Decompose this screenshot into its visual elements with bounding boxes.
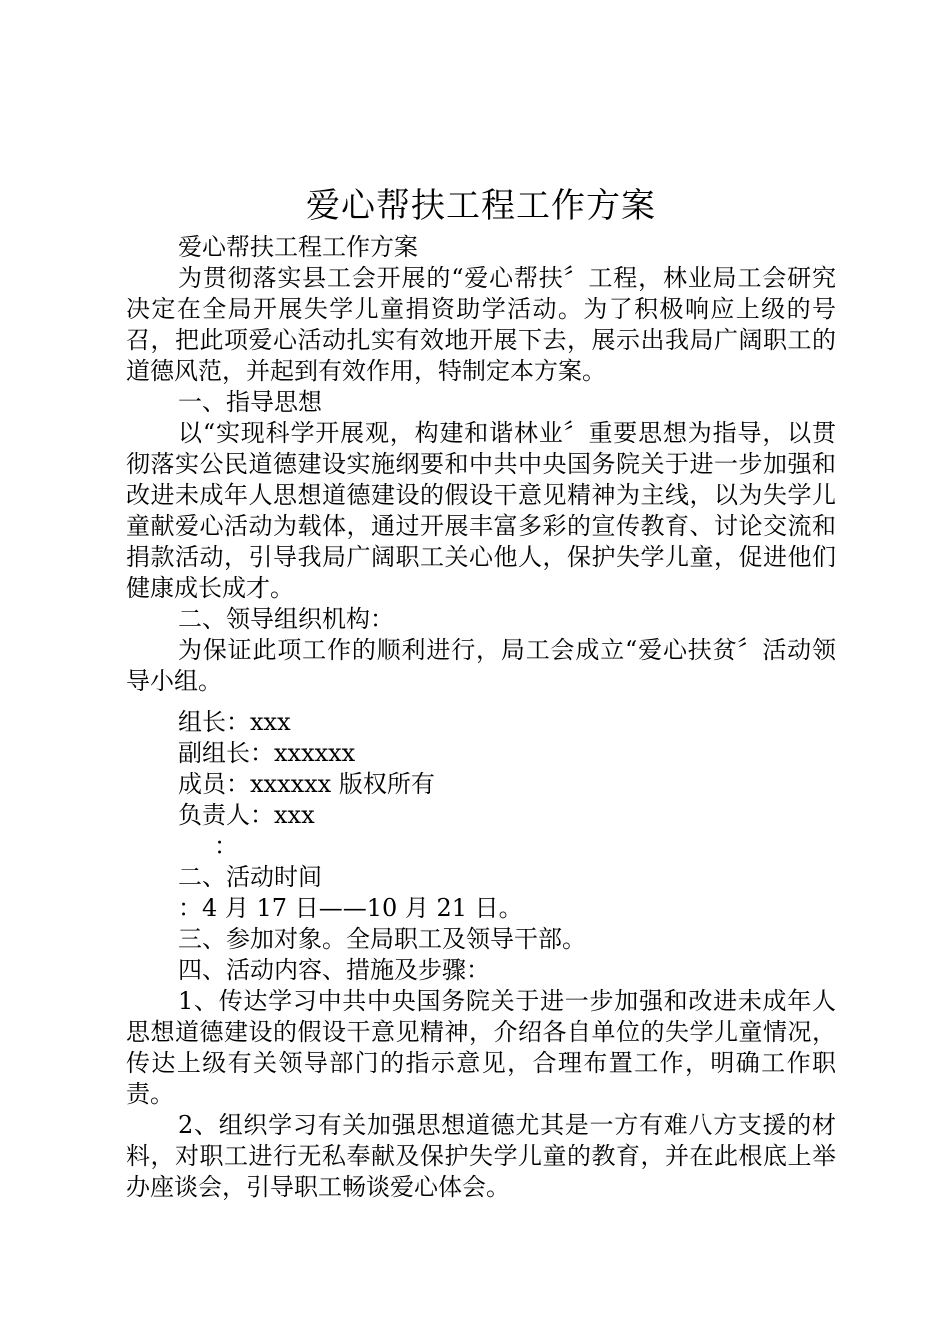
guiding-ideology-paragraph: 以“实现科学开展观，构建和谐林业〞重要思想为指导，以贯彻落实公民道德建设实施纲要和中共中央国务院关于进一步加强和改进未成年人思想道德建设的假设干意见精神为主线，以为失学儿童献爱心活动为载体，通过开展丰富多彩的宣传教育、讨论交流和捐款活动，引导我局广阔职工关心他人，保护失学儿童，促进他们健康成长成才。 bbox=[126, 419, 836, 602]
step-2-paragraph: 2、组织学习有关加强思想道德尤其是一方有难八方支援的材料，对职工进行无私奉献及保护失学儿童的教育，并在此根底上举办座谈会，引导职工畅谈爱心体会。 bbox=[126, 1111, 836, 1201]
members-line: 成员：xxxxxx 版权所有 bbox=[178, 770, 435, 798]
section-heading-activity-content: 四、活动内容、措施及步骤： bbox=[178, 956, 490, 984]
organization-paragraph: 为保证此项工作的顺利进行，局工会成立“爱心扶贫〞活动领导小组。 bbox=[126, 636, 836, 695]
responsible-person-line: 负责人：xxx bbox=[178, 801, 315, 829]
intro-paragraph: 为贯彻落实县工会开展的“爱心帮扶〞工程，林业局工会研究决定在全局开展失学儿童捐资助学活动。为了积极响应上级的号召，把此项爱心活动扎实有效地开展下去，展示出我局广阔职工的道德风范，并起到有效作用，特制定本方案。 bbox=[126, 264, 836, 385]
section-heading-guiding-ideology: 一、指导思想 bbox=[178, 388, 322, 416]
leader-line: 组长：xxx bbox=[178, 708, 291, 736]
document-page bbox=[126, 0, 836, 1344]
subtitle: 爱心帮扶工程工作方案 bbox=[178, 233, 418, 261]
document-body bbox=[126, 232, 836, 1203]
section-heading-organization: 二、领导组织机构： bbox=[178, 605, 394, 633]
activity-time-line: ：4 月 17 日——10 月 21 日。 bbox=[178, 894, 523, 922]
deputy-leader-line: 副组长：xxxxxx bbox=[178, 739, 356, 767]
document-title: 爱心帮扶工程工作方案 bbox=[306, 186, 656, 226]
step-1-paragraph: 1、传达学习中共中央国务院关于进一步加强和改进未成年人思想道德建设的假设干意见精神，介绍各自单位的失学儿童情况，传达上级有关领导部门的指示意见，合理布置工作，明确工作职责。 bbox=[126, 987, 836, 1108]
section-heading-activity-time: 二、活动时间 bbox=[178, 863, 322, 891]
section-heading-participants: 三、参加对象。全局职工及领导干部。 bbox=[178, 925, 586, 953]
colon-line: ： bbox=[214, 832, 238, 860]
